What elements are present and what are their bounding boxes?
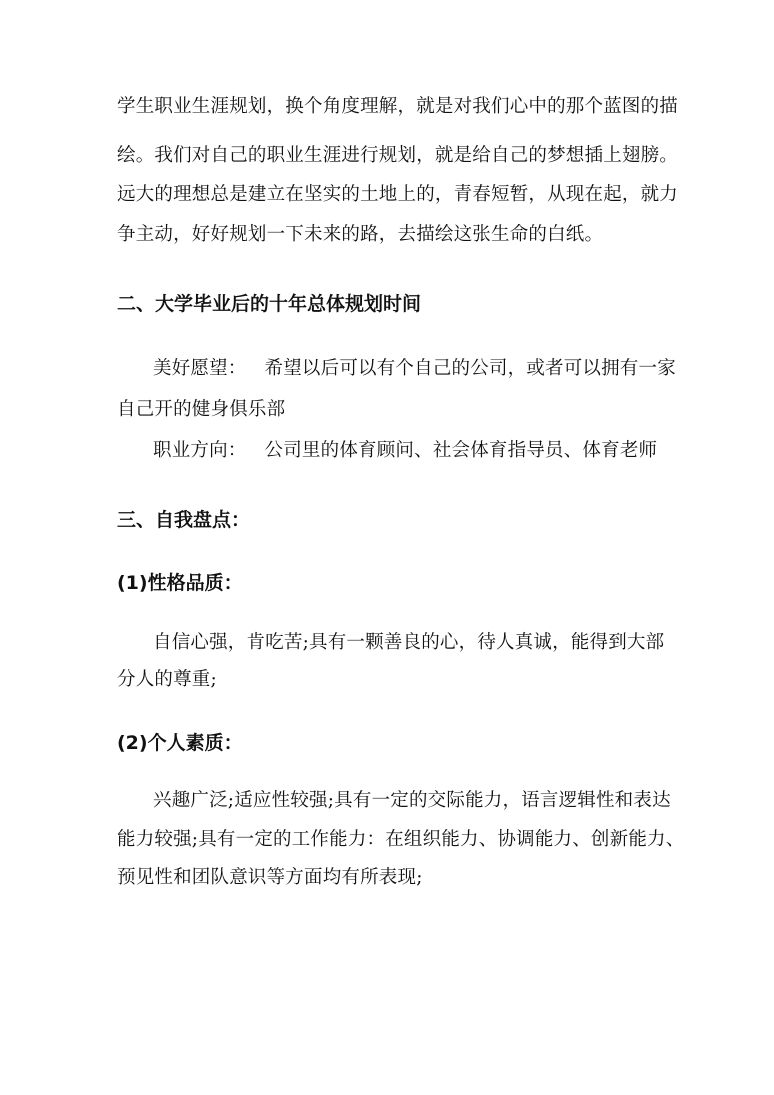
wish-line <box>153 356 698 382</box>
personality-line-2: 分人的尊重; <box>117 669 217 690</box>
intro-line-1: 学生职业生涯规划，换个角度理解，就是对我们心中的那个蓝图的描 <box>117 96 679 117</box>
section-2-heading: 二、大学毕业后的十年总体规划时间 <box>117 293 422 315</box>
wish-label: 美好愿望： <box>153 358 247 379</box>
wish-text: 希望以后可以有个自己的公司，或者可以拥有一家 <box>264 358 676 379</box>
section-3-heading: 三、自我盘点： <box>117 509 251 531</box>
quality-line-2: 能力较强;具有一定的工作能力：在组织能力、协调能力、创新能力、 <box>117 829 685 850</box>
quality-line-1: 兴趣广泛;适应性较强;具有一定的交际能力，语言逻辑性和表达 <box>153 790 671 811</box>
career-label: 职业方向： <box>153 440 247 461</box>
intro-line-2: 绘。我们对自己的职业生涯进行规划，就是给自己的梦想插上翅膀。 <box>117 145 679 166</box>
wish-continuation: 自己开的健身俱乐部 <box>117 399 286 420</box>
intro-line-4: 争主动，好好规划一下未来的路，去描绘这张生命的白纸。 <box>117 224 604 245</box>
quality-heading: (2)个人素质： <box>117 732 243 754</box>
personality-heading: (1)性格品质： <box>117 572 243 594</box>
career-text: 公司里的体育顾问、社会体育指导员、体育老师 <box>264 440 658 461</box>
quality-line-3: 预见性和团队意识等方面均有所表现; <box>117 867 423 888</box>
career-line <box>153 438 698 464</box>
personality-line-1: 自信心强，肯吃苦;具有一颗善良的心，待人真诚，能得到大部 <box>153 632 665 653</box>
intro-line-3: 远大的理想总是建立在坚实的土地上的，青春短暂，从现在起，就力 <box>117 184 679 205</box>
